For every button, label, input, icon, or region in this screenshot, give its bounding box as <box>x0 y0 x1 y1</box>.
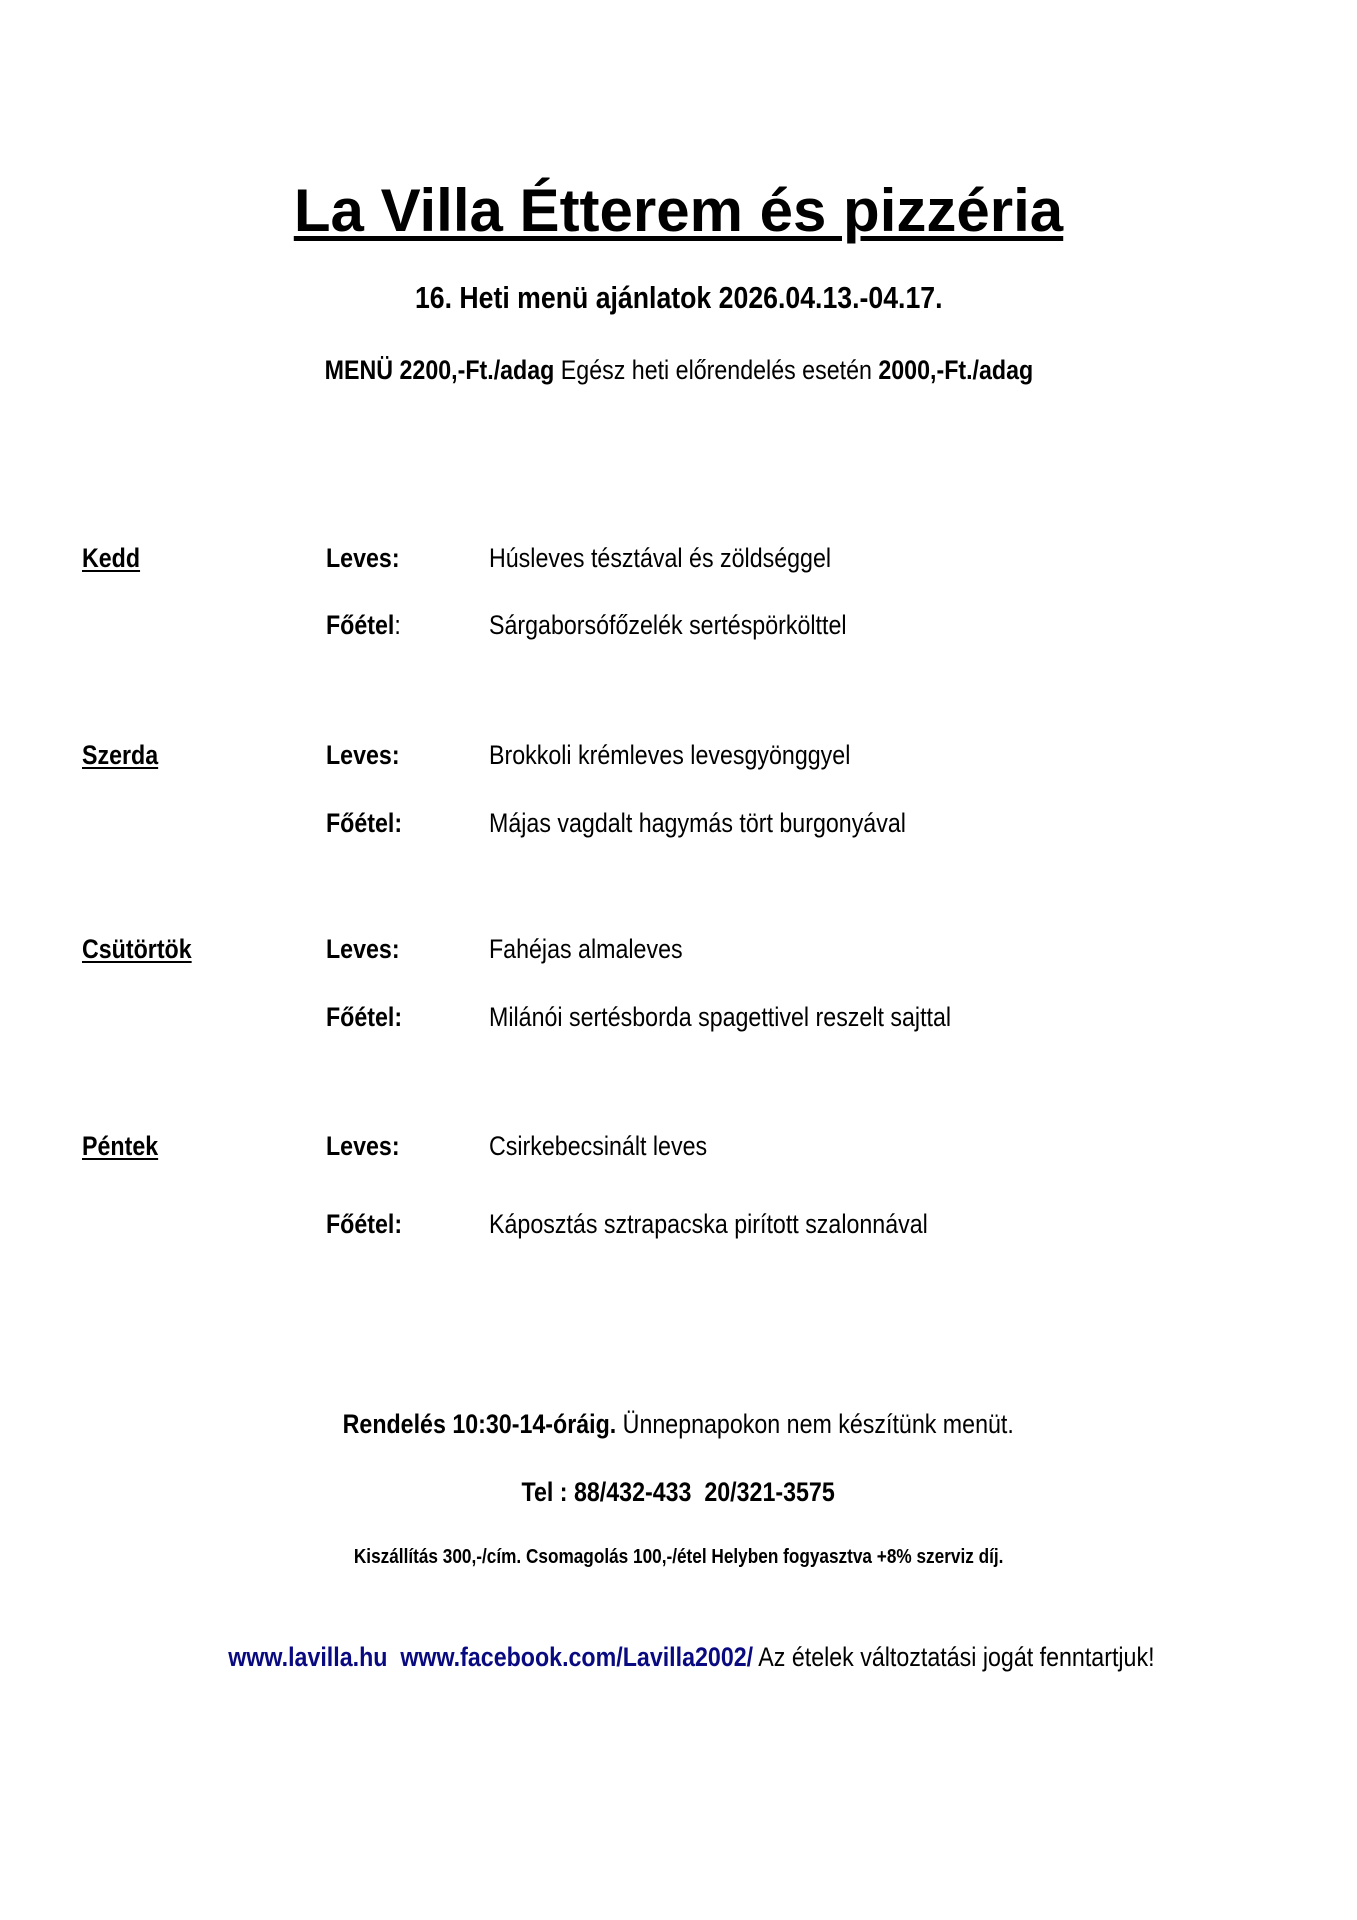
day-label: Kedd <box>82 543 141 573</box>
phone-line <box>0 1474 1357 1510</box>
disclaimer: Az ételek változtatási jogát fenntartjuk! <box>753 1642 1155 1672</box>
main-course-label: Főétel: <box>326 1002 403 1032</box>
order-hours-line <box>0 1406 1357 1442</box>
main-course-label-colon: : <box>394 610 401 640</box>
facebook-link[interactable]: www.facebook.com/Lavilla2002/ <box>400 1642 754 1672</box>
main-dish: Májas vagdalt hagymás tört burgonyával <box>489 808 906 838</box>
soup-label: Leves: <box>326 934 400 964</box>
main-dish: Milánói sertésborda spagettivel reszelt sajttal <box>489 1002 952 1032</box>
delivery-info: Kiszállítás 300,-/cím. Csomagolás 100,-/étel Helyben fogyasztva +8% szerviz díj. <box>353 1546 1004 1568</box>
main-dish: Sárgaborsófőzelék sertéspörkölttel <box>489 610 847 640</box>
preorder-price: 2000,-Ft./adag <box>877 355 1033 385</box>
website-link[interactable]: www.lavilla.hu <box>228 1642 388 1672</box>
soup-dish: Brokkoli krémleves levesgyönggyel <box>489 740 851 770</box>
weekly-menu-subtitle-text: 16. Heti menü ajánlatok 2026.04.13.-04.17. <box>414 280 943 315</box>
main-course-label-text: Főétel <box>326 610 395 640</box>
phone-numbers: Tel : 88/432-433 20/321-3575 <box>521 1477 836 1507</box>
soup-dish: Húsleves tésztával és zöldséggel <box>489 543 832 573</box>
day-label: Péntek <box>82 1131 159 1161</box>
soup-dish: Csirkebecsinált leves <box>489 1131 708 1161</box>
main-course-label: Főétel: <box>326 808 403 838</box>
restaurant-title <box>0 176 1357 246</box>
menu-price: MENÜ 2200,-Ft./adag <box>324 355 554 385</box>
main-course-label <box>326 607 401 643</box>
soup-label: Leves: <box>326 543 400 573</box>
price-info <box>0 352 1357 388</box>
day-label: Csütörtök <box>82 934 192 964</box>
delivery-info-line <box>0 1543 1357 1571</box>
holiday-note: Ünnepnapokon nem készítünk menüt. <box>616 1409 1015 1439</box>
order-hours: Rendelés 10:30-14-óráig. <box>342 1409 617 1439</box>
preorder-text: Egész heti előrendelés esetén <box>553 355 878 385</box>
weekly-menu-subtitle <box>0 278 1357 318</box>
restaurant-title-text: La Villa Étterem és pizzéria <box>293 177 1064 244</box>
soup-dish: Fahéjas almaleves <box>489 934 683 964</box>
soup-label: Leves: <box>326 1131 400 1161</box>
links-line <box>0 1603 1357 1711</box>
soup-label: Leves: <box>326 740 400 770</box>
main-dish: Káposztás sztrapacska pirított szalonnával <box>489 1209 928 1239</box>
main-course-label: Főétel: <box>326 1209 403 1239</box>
day-label: Szerda <box>82 740 159 770</box>
